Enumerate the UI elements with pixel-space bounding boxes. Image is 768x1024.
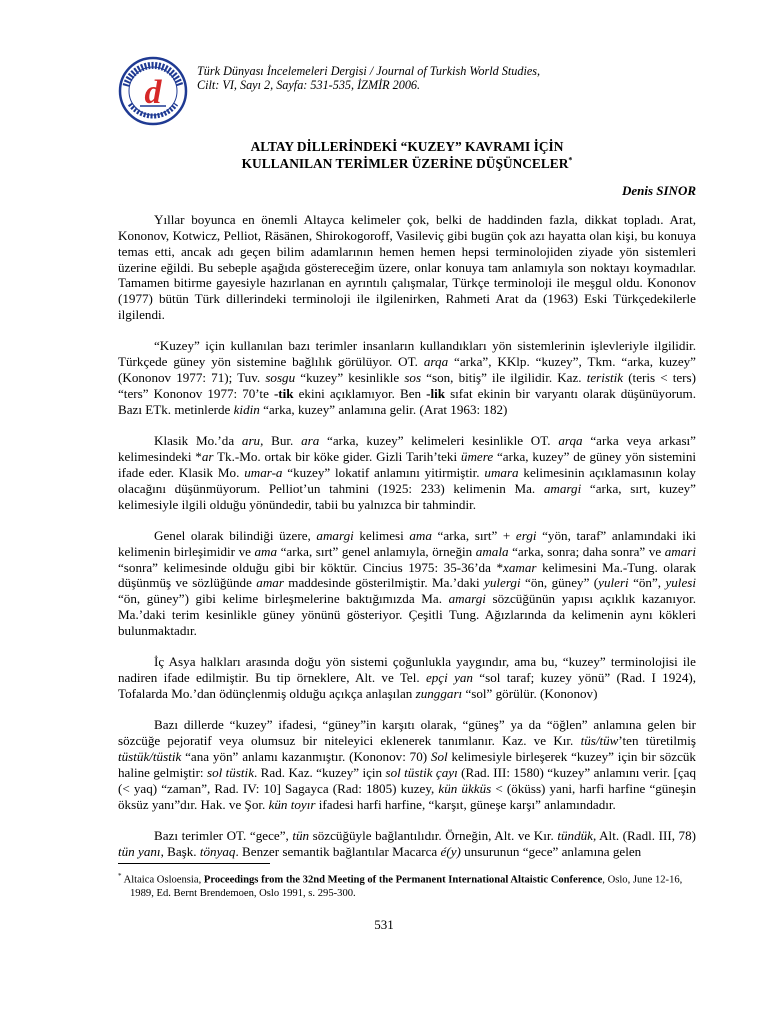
text-run: “yön, taraf” anlamındaki iki kelimenin birleşimidir ve [118, 527, 697, 559]
footnote-text [122, 875, 683, 899]
italic-term: yulergi [484, 575, 521, 591]
italic-term: zunggarı [415, 685, 463, 701]
footnote-marker: * [118, 872, 122, 880]
footnote [118, 870, 696, 900]
italic-term: kidin [233, 401, 260, 417]
text-run: “kuzey” lokatif anlamını yitirmiştir. [282, 464, 485, 480]
text-run: “ana yön” anlamı kazanmıştır. (Kononov: 70) [181, 748, 431, 764]
italic-term: tün [292, 827, 310, 843]
text-run: “arka, sırt” genel anlamıyla, örneğin [277, 543, 476, 559]
italic-term: tün yanı [118, 843, 161, 859]
text-run: unsurunun “gece” anlamına gelen [460, 843, 642, 859]
university-seal-icon [118, 56, 188, 126]
italic-term: tüs/tüw [580, 733, 619, 749]
bold-term: -lik [426, 385, 446, 401]
italic-term: ümere [460, 448, 494, 464]
text-run: kelimesiyle birleşerek “kuzey” için bir sözcük haline gelmiştir: [118, 748, 696, 780]
text-run: “sonra” kelimesinde olduğu gibi bir köktür. Cincius 1975: 35-36’da * [118, 559, 504, 575]
text-run: ’ten türetilmiş [618, 733, 696, 749]
text-run: “ön, güney” ( [520, 575, 599, 591]
paragraph [118, 828, 696, 860]
text-run: “son, bitiş” ile ilgilidir. Kaz. [421, 370, 587, 386]
title-line-1: ALTAY DİLLERİNDEKİ “KUZEY” KAVRAMI İÇİN [250, 139, 564, 154]
italic-term: kün toyır [268, 796, 316, 812]
text-run: Tk.-Mo. ortak bir köke gider. Gizli Tarih’teki [213, 448, 461, 464]
text-run: sıfat ekinin bir varyantı olarak düşünüyorum. Bazı ETk. metinlerde [118, 385, 696, 417]
italic-term: umar-a [244, 464, 283, 480]
text-run: Genel olarak bilindiği üzere, [154, 527, 317, 543]
text-run: maddesinde gösterilmiştir. Ma.’daki [283, 575, 485, 591]
italic-term: xamar [503, 559, 537, 575]
text-run: kelimesini Ma.-Tung. olarak düşünmüş ve sözlüğünde [118, 559, 697, 591]
text-run: Yıllar boyunca en önemli Altayca kelimeler çok, belki de haddinden fazla, dikkat topladı. Arat, Kononov, Kotwicz, Pelliot, Räsänen, Shirokogoroff, Vasileviç gibi bugün çok azı hayatta olan kişi, bu konuya temas etti, ancak adı geçen bilim adamlarının hemen hemen hepsi terminolojiden ziyade yön sistemleri üzerine eğildi. Bu sebeple aşağıda göstereceğim üzere, onlar konuya tam anlamıyla son noktayı koymadılar. Tamamen bitirme gayesiyle hazırlanan en ayrıntılı çalışmalar, Türkçe terminoloji ile meşgul oldu. Kononov (1977) bütün Türk dillerindeki terminoloji ile ilgilenirken, Rahmeti Arat da (1963) Eski Türkçedekilerle ilgilendi. [118, 212, 696, 323]
italic-term: amargi [543, 480, 582, 496]
paragraph [118, 338, 696, 417]
text-run: “arka, sırt, kuzey” kelimesiyle ilgili olduğu yönündedir, tabii bu yalnızca bir tahmindir. [118, 480, 696, 512]
svg-text:d: d [144, 74, 162, 111]
bold-term: -tik [273, 385, 294, 401]
text-run: “arka, sırt” + [431, 527, 516, 543]
paragraph [118, 654, 696, 702]
italic-term: aru [241, 433, 261, 449]
text-run: < (öküss) yani, harfi harfine “güneşin öksüz yanı”dır. Hak. ve Şor. [118, 780, 696, 812]
italic-term: tüstük/tüstik [118, 748, 182, 764]
italic-term: amar [256, 575, 284, 591]
text-run: , Alt. (Radl. III, 78) [592, 827, 696, 843]
italic-term: tönyaq [199, 843, 236, 859]
italic-term: arqa [558, 433, 583, 449]
italic-term: tündük [557, 827, 593, 843]
title-line-2 [118, 155, 696, 172]
italic-term: sol tüstik çayı [385, 764, 458, 780]
title-footnote-marker: * [568, 155, 573, 165]
text-run: “arka, kuzey” anlamına gelir. (Arat 1963: 182) [259, 401, 508, 417]
text-run: , Oslo, June 12-16, 1989, Ed. Bernt Brendemoen, Oslo 1991, s. 295-300. [130, 874, 683, 899]
italic-term: Sol [430, 748, 448, 764]
text-run: “kuzey” kesinlikle [295, 370, 405, 386]
italic-term: amari [664, 543, 696, 559]
footnote-divider [118, 863, 270, 864]
italic-term: sol tüstik [206, 764, 255, 780]
italic-term: arqa [423, 354, 449, 370]
text-run: “ön”, [628, 575, 666, 591]
text-run: İç Asya halkları arasında doğu yön sistemi çoğunlukla yaygındır, ama bu, “kuzey” terminolojisi ile nadiren ifade edilmiştir. Bu tip örneklere, Alt. ve Tel. [118, 654, 696, 686]
italic-term: ama [409, 527, 432, 543]
italic-term: ama [254, 543, 278, 559]
text-run: “arka, kuzey” kelimeleri kesinlikle OT. [319, 433, 559, 449]
text-run: Klasik Mo.’da [154, 433, 242, 449]
text-run: , Bur. [260, 433, 302, 449]
italic-term: kün ükküs [438, 780, 492, 796]
italic-term: yuleri [598, 575, 629, 591]
text-run: Bazı terimler OT. “gece”, [154, 827, 293, 843]
page-number: 531 [374, 917, 394, 932]
text-run: kelimesinin açıklamasının kolay olacağını düşünmüyorum. Pelliot’un tahmini (1925: 233) kelimenin Ma. [118, 464, 696, 496]
text-run: “sol” görülür. (Kononov) [462, 685, 598, 701]
italic-term: ar [201, 448, 214, 464]
text-run: “arka, kuzey” de güney yön sistemini ifade eder. Klasik Mo. [118, 448, 697, 480]
text-run: “Kuzey” için kullanılan bazı terimler insanların kullandıkları yön sistemlerinin işlevleriyle ilgilidir. Türkçede güney yön sistemine bağlılık görülüyor. OT. [118, 338, 696, 370]
italic-term: yulesi [665, 575, 696, 591]
italic-term: ergi [515, 527, 537, 543]
text-run: “arka”, KKlp. “kuzey”, Tkm. “arka, kuzey” (Kononov 1977: 71); Tuv. [118, 354, 696, 386]
text-run: “arka veya arkası” kelimesindeki * [118, 433, 696, 464]
article-body [118, 212, 696, 860]
italic-term: teristik [586, 370, 624, 386]
italic-term: epçi yan [425, 670, 473, 686]
text-run: sözcüğüyle bağlantılıdır. Örneğin, Alt. ve Kır. [309, 827, 558, 843]
text-run: “ön, güney”) gibi kelime birleşmelerine baktığımızda Ma. [118, 591, 449, 607]
text-run: Bazı dillerde “kuzey” ifadesi, “güney”in karşıtı olarak, “güneş” ya da “öğlen” anlamına gelen bir sözcüğe pejoratif veya olumsuz bir niteleyici eklenerek tanımlanır. Kaz. ve Kır. [118, 717, 696, 749]
text-run: sözcüğünün yapısı açıklık kazanıyor. Ma.’daki terim kesinlikle güney yönünü gösteriyor. Çeşitli Tung. Ağızlarında da kelimenin aynı kökleri bulunmaktadır. [118, 591, 696, 638]
paragraph [118, 433, 696, 512]
text-run: . Rad. Kaz. “kuzey” için [254, 764, 386, 780]
journal-line-1: Türk Dünyası İncelemeleri Dergisi / Journal of Turkish World Studies, [197, 64, 541, 78]
italic-term: é(y) [440, 843, 461, 859]
italic-term: amargi [316, 527, 354, 543]
text-run: kelimesi [353, 527, 410, 543]
paragraph [118, 717, 696, 812]
italic-term: umara [484, 464, 519, 480]
text-run: ifadesi harfi harfine, “karşıt, güneşe karşı” anlamındadır. [315, 796, 616, 812]
text-run: “sol taraf; kuzey yönü” (Rad. I 1924), Tofalarda Mo.’dan ödünçlenmiş olduğu açıkça anlaşılan [118, 670, 697, 701]
italic-term: ara [301, 433, 320, 449]
italic-term: amala [475, 543, 509, 559]
text-run: ekini açıklamıyor. Ben [293, 385, 427, 401]
text-run: (Rad. III: 1580) “kuzey” anlamını verir. [çaq (< yaq) “zaman”, Rad. IV: 10] Sagayca (Rad: 1805) kuzey, [118, 764, 696, 796]
paragraph [118, 212, 696, 323]
text-run: Altaica Osloensia, [121, 874, 204, 886]
paragraph [118, 528, 696, 639]
journal-citation [197, 64, 617, 92]
text-run: (teris < ters) “ters” Kononov 1977: 70’te [118, 370, 696, 401]
text-run: “arka, sonra; daha sonra” ve [508, 543, 665, 559]
author-name: Denis SINOR [621, 183, 696, 198]
italic-term: sosgu [265, 370, 296, 386]
italic-term: sos [404, 370, 422, 386]
title-line-2-text: KULLANILAN TERİMLER ÜZERİNE DÜŞÜNCELER [241, 156, 569, 171]
text-run: . Benzer semantik bağlantılar Macarca [235, 843, 441, 859]
journal-line-2: Cilt: VI, Sayı 2, Sayfa: 531-535, İZMİR 2006. [197, 78, 421, 92]
italic-term: amargi [448, 591, 486, 607]
article-title [118, 138, 696, 172]
text-run: , Başk. [160, 843, 200, 859]
bold-term: Proceedings from the 32nd Meeting of the Permanent International Altaistic Conference [203, 874, 603, 886]
